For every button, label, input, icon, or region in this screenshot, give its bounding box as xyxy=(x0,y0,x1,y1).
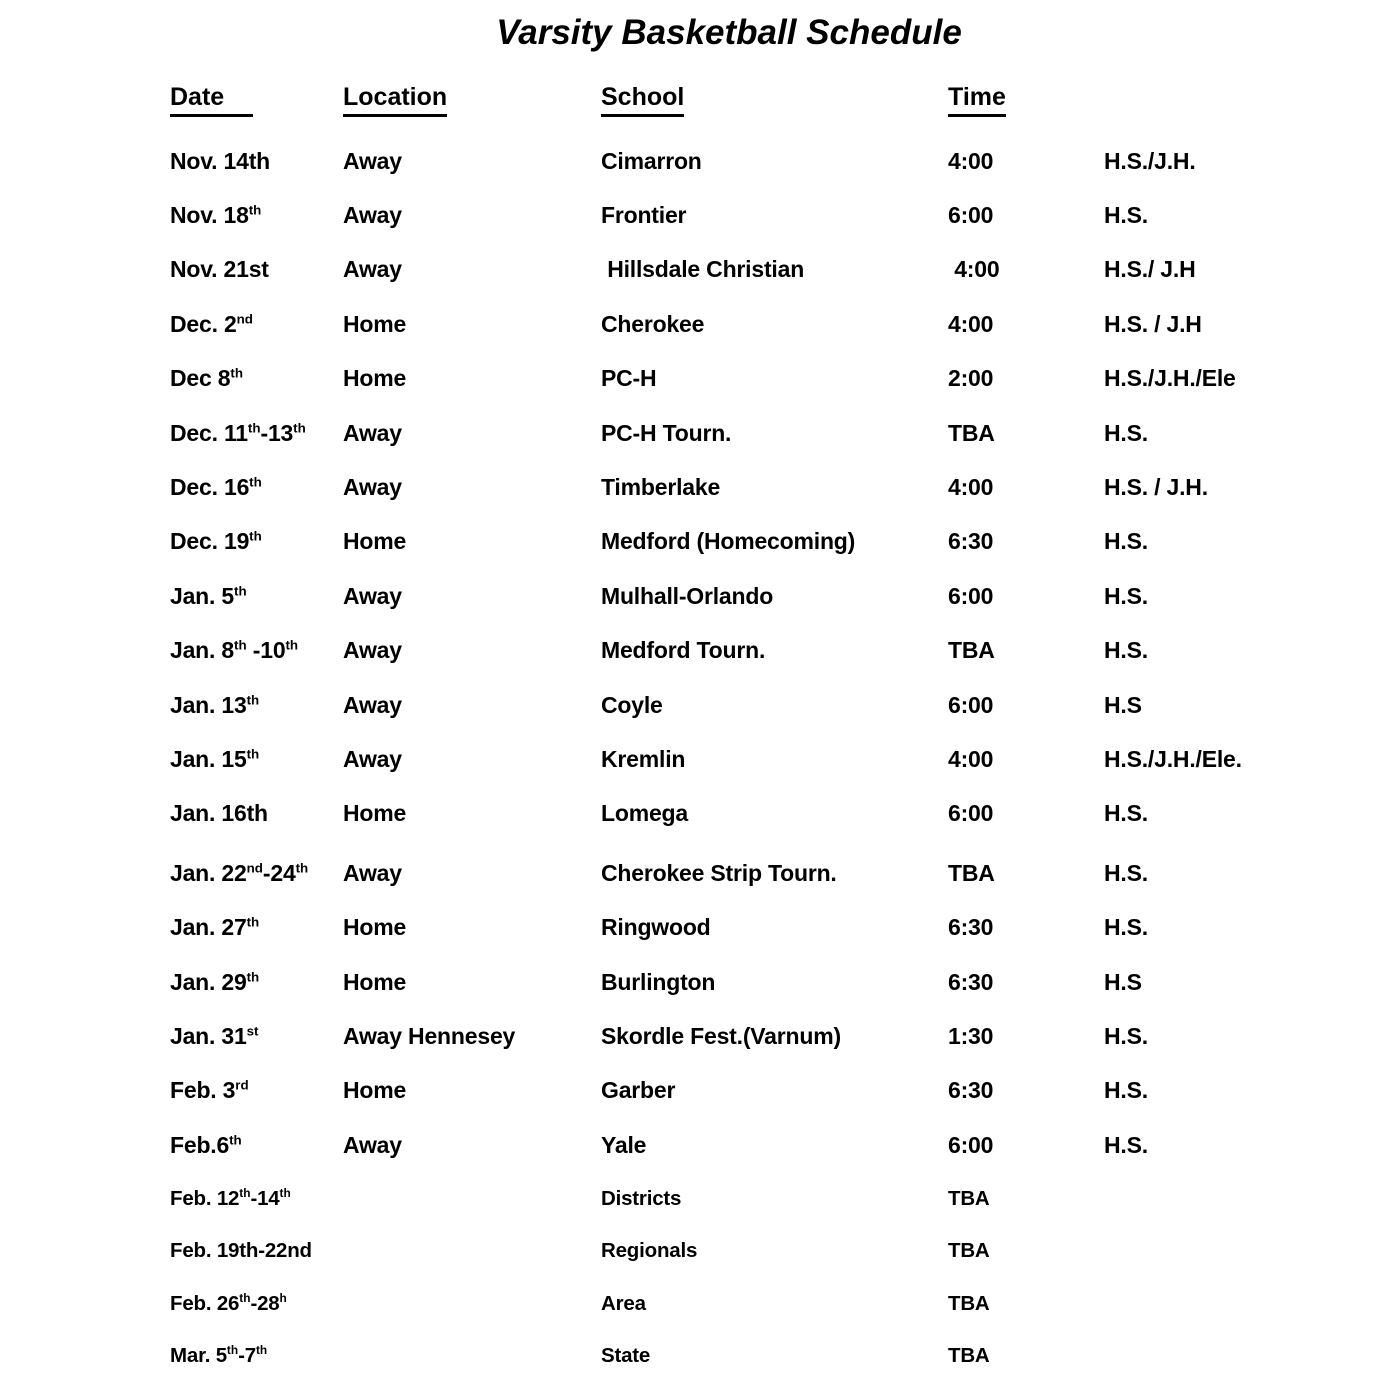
date-cell: Jan. 16th xyxy=(170,800,268,827)
school-cell: Ringwood xyxy=(601,914,711,941)
school-cell: Coyle xyxy=(601,691,663,718)
school-cell: Hillsdale Christian xyxy=(601,256,805,283)
time-cell: 6:00 xyxy=(948,202,994,229)
location-cell: Away xyxy=(343,582,402,609)
date-cell: Nov. 14th xyxy=(170,147,271,174)
time-cell: TBA xyxy=(948,1239,990,1263)
school-cell: Burlington xyxy=(601,968,716,995)
time-cell: 4:00 xyxy=(948,310,994,337)
time-cell: TBA xyxy=(948,859,995,886)
page-title: Varsity Basketball Schedule xyxy=(496,13,962,52)
school-cell: Timberlake xyxy=(601,474,721,501)
school-cell: Area xyxy=(601,1291,646,1315)
level-cell: H.S./ J.H xyxy=(1104,256,1196,283)
header-school-cell xyxy=(601,83,948,117)
table-row xyxy=(0,1172,1396,1225)
table-row xyxy=(0,1277,1396,1330)
level-cell: H.S. xyxy=(1104,1022,1148,1049)
level-cell: H.S. xyxy=(1104,637,1148,664)
date-cell: Nov. 21st xyxy=(170,256,269,283)
date-cell: Dec 8th xyxy=(170,365,243,392)
level-cell: H.S. xyxy=(1104,528,1148,555)
time-cell: 4:00 xyxy=(948,256,1000,283)
date-cell: Jan. 22nd-24th xyxy=(170,859,309,886)
time-cell: 1:30 xyxy=(948,1022,994,1049)
time-cell: 6:00 xyxy=(948,691,994,718)
school-cell: Lomega xyxy=(601,800,688,827)
table-row xyxy=(0,1225,1396,1278)
time-cell: TBA xyxy=(948,1291,990,1315)
location-cell: Home xyxy=(343,800,407,827)
table-row xyxy=(0,1009,1396,1063)
date-cell: Feb.6th xyxy=(170,1131,242,1158)
date-cell: Jan. 29th xyxy=(170,968,260,995)
date-cell: Jan. 15th xyxy=(170,745,260,772)
level-cell: H.S./J.H./Ele. xyxy=(1104,745,1242,772)
table-row xyxy=(0,787,1396,841)
table-row xyxy=(0,1330,1396,1383)
date-cell: Feb. 12th-14th xyxy=(170,1185,291,1210)
header-date: Date xyxy=(170,83,253,117)
table-row xyxy=(0,955,1396,1009)
level-cell: H.S./J.H./Ele xyxy=(1104,365,1236,392)
location-cell: Home xyxy=(343,528,407,555)
date-cell: Dec. 11th-13th xyxy=(170,419,306,446)
header-date-cell xyxy=(170,83,343,117)
table-row xyxy=(0,188,1396,242)
time-cell: 6:30 xyxy=(948,968,994,995)
date-cell: Jan. 13th xyxy=(170,691,260,718)
location-cell: Home xyxy=(343,1077,407,1104)
header-location: Location xyxy=(343,83,447,117)
location-cell: Away xyxy=(343,419,402,446)
location-cell: Away xyxy=(343,745,402,772)
location-cell: Home xyxy=(343,914,407,941)
school-cell: PC-H xyxy=(601,365,657,392)
table-row xyxy=(0,134,1396,188)
school-cell: Garber xyxy=(601,1077,676,1104)
school-cell: Medford Tourn. xyxy=(601,637,766,664)
location-cell: Home xyxy=(343,365,407,392)
level-cell: H.S. / J.H. xyxy=(1104,474,1208,501)
date-cell: Jan. 8th -10th xyxy=(170,637,299,664)
location-cell: Away xyxy=(343,256,402,283)
school-cell: Cimarron xyxy=(601,147,702,174)
table-row xyxy=(0,1118,1396,1172)
level-cell: H.S xyxy=(1104,691,1142,718)
school-cell: Cherokee Strip Tourn. xyxy=(601,859,837,886)
time-cell: 4:00 xyxy=(948,147,994,174)
time-cell: TBA xyxy=(948,419,995,446)
header-time-cell xyxy=(948,83,1104,117)
location-cell: Away xyxy=(343,637,402,664)
date-cell: Feb. 26th-28$^h$ xyxy=(170,1290,287,1315)
table-row xyxy=(0,732,1396,786)
table-row xyxy=(0,352,1396,406)
time-cell: 6:00 xyxy=(948,1131,994,1158)
table-row xyxy=(0,900,1396,954)
school-cell: Cherokee xyxy=(601,310,705,337)
time-cell: 4:00 xyxy=(948,474,994,501)
location-cell: Home xyxy=(343,310,407,337)
table-row xyxy=(0,678,1396,732)
school-cell: State xyxy=(601,1344,651,1368)
level-cell: H.S. xyxy=(1104,1077,1148,1104)
time-cell: 2:00 xyxy=(948,365,994,392)
level-cell: H.S. xyxy=(1104,419,1148,446)
table-row xyxy=(0,515,1396,569)
time-cell: 6:00 xyxy=(948,582,994,609)
table-row xyxy=(0,406,1396,460)
schedule-rows xyxy=(0,134,1396,1382)
header-school: School xyxy=(601,83,684,117)
date-cell: Dec. 2nd xyxy=(170,310,253,337)
school-cell: Kremlin xyxy=(601,745,686,772)
school-cell: Yale xyxy=(601,1131,647,1158)
location-cell: Home xyxy=(343,968,407,995)
table-row xyxy=(0,846,1396,900)
location-cell: Away Hennesey xyxy=(343,1022,516,1049)
time-cell: 6:30 xyxy=(948,528,994,555)
table-row xyxy=(0,297,1396,351)
level-cell: H.S. xyxy=(1104,859,1148,886)
date-cell: Feb. 3rd xyxy=(170,1077,249,1104)
table-row xyxy=(0,1064,1396,1118)
location-cell: Away xyxy=(343,474,402,501)
table-row xyxy=(0,460,1396,514)
school-cell: Mulhall-Orlando xyxy=(601,582,774,609)
level-cell: H.S. xyxy=(1104,202,1148,229)
time-cell: 6:30 xyxy=(948,1077,994,1104)
time-cell: TBA xyxy=(948,1186,990,1210)
date-cell: Dec. 19th xyxy=(170,528,262,555)
table-row xyxy=(0,569,1396,623)
school-cell: Districts xyxy=(601,1186,682,1210)
school-cell: PC-H Tourn. xyxy=(601,419,732,446)
level-cell: H.S. xyxy=(1104,800,1148,827)
date-cell: Jan. 31st xyxy=(170,1022,259,1049)
level-cell: H.S./J.H. xyxy=(1104,147,1196,174)
table-row xyxy=(0,624,1396,678)
table-row xyxy=(0,243,1396,297)
table-header xyxy=(0,83,1396,117)
time-cell: 6:30 xyxy=(948,914,994,941)
time-cell: TBA xyxy=(948,1344,990,1368)
date-cell: Nov. 18th xyxy=(170,202,262,229)
school-cell: Frontier xyxy=(601,202,687,229)
time-cell: 4:00 xyxy=(948,745,994,772)
date-cell: Feb. 19th-22nd xyxy=(170,1239,312,1263)
date-cell: Dec. 16th xyxy=(170,474,262,501)
location-cell: Away xyxy=(343,1131,402,1158)
location-cell: Away xyxy=(343,202,402,229)
level-cell: H.S. / J.H xyxy=(1104,310,1202,337)
location-cell: Away xyxy=(343,691,402,718)
school-cell: Medford (Homecoming) xyxy=(601,528,856,555)
time-cell: TBA xyxy=(948,637,995,664)
school-cell: Skordle Fest.(Varnum) xyxy=(601,1022,841,1049)
header-location-cell xyxy=(343,83,601,117)
date-cell: Jan. 27th xyxy=(170,914,260,941)
level-cell: H.S. xyxy=(1104,582,1148,609)
level-cell: H.S. xyxy=(1104,914,1148,941)
level-cell: H.S xyxy=(1104,968,1142,995)
level-cell: H.S. xyxy=(1104,1131,1148,1158)
date-cell: Mar. 5th-7th xyxy=(170,1343,268,1368)
time-cell: 6:00 xyxy=(948,800,994,827)
date-cell: Jan. 5th xyxy=(170,582,247,609)
location-cell: Away xyxy=(343,147,402,174)
header-time: Time xyxy=(948,83,1006,117)
location-cell: Away xyxy=(343,859,402,886)
school-cell: Regionals xyxy=(601,1239,698,1263)
